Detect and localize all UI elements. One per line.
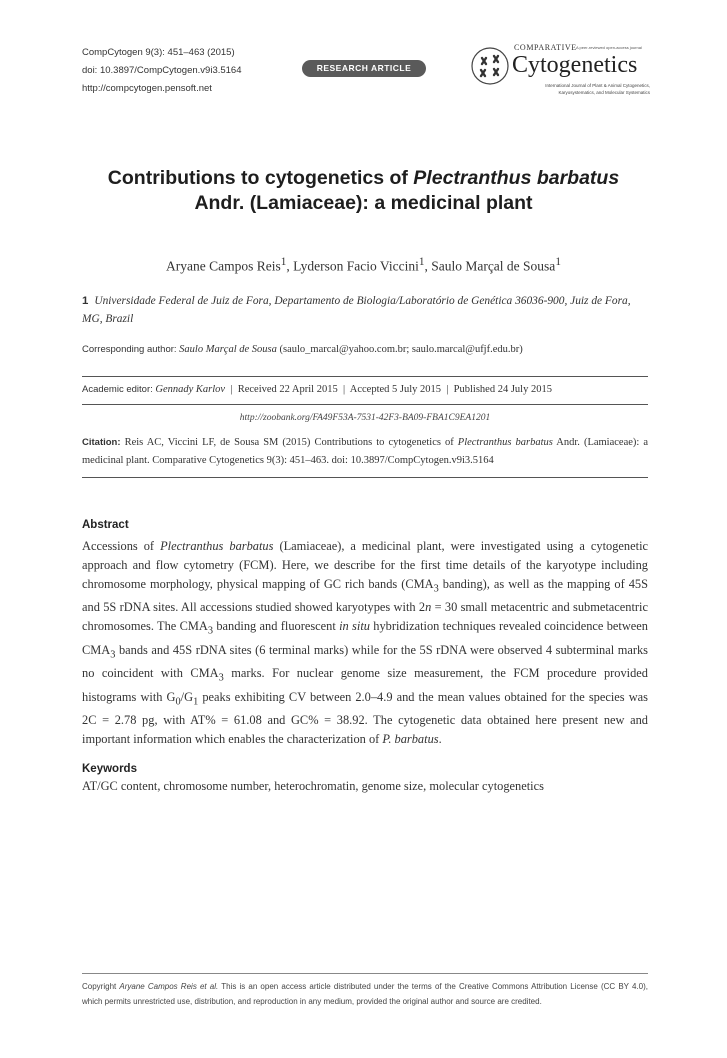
author-1[interactable]: Aryane Campos Reis bbox=[166, 258, 281, 274]
journal-url[interactable]: http://compcytogen.pensoft.net bbox=[82, 83, 212, 94]
affiliation-number: 1 bbox=[82, 295, 89, 307]
author-3-affil: 1 bbox=[555, 256, 561, 268]
divider bbox=[82, 477, 648, 478]
abstract-text: marks. For nuclear genome size measurement, the FCM procedure provided histograms with G bbox=[82, 666, 648, 704]
accepted-date: Accepted 5 July 2015 bbox=[349, 384, 442, 395]
author-separator: , bbox=[286, 258, 294, 274]
abstract-body bbox=[82, 537, 648, 749]
abstract-text: Accessions of bbox=[82, 539, 161, 553]
subscript: 3 bbox=[207, 625, 213, 637]
citation-label: Citation: bbox=[82, 437, 121, 448]
citation-doi[interactable]: 10.3897/CompCytogen.v9i3.5164 bbox=[350, 455, 494, 466]
abstract-text: . bbox=[438, 732, 442, 747]
abstract-text: banding and fluorescent bbox=[213, 619, 340, 634]
editor-label: Academic editor: bbox=[82, 384, 153, 395]
logo-small-caps: COMPARATIVE bbox=[514, 43, 577, 52]
zoobank-link[interactable]: http://zoobank.org/FA49F53A-7531-42F3-BA09-FBA1C9EA1201 bbox=[239, 413, 491, 423]
article-title bbox=[70, 166, 657, 216]
logo-subtitle-line2: Karyosystematics, and Molecular Systematics bbox=[558, 90, 650, 95]
copyright-prefix: Copyright bbox=[82, 982, 120, 991]
corresponding-emails[interactable]: (saulo_marcal@yahoo.com.br; saulo.marcal@ufjf.edu.br) bbox=[279, 344, 523, 355]
divider bbox=[82, 404, 648, 405]
logo-subtitle bbox=[522, 82, 650, 96]
separator: | bbox=[446, 384, 449, 395]
copyright-holders: Aryane Campos Reis et al. bbox=[119, 982, 219, 991]
abstract-text: bands and 45S rDNA sites (6 terminal marks) while for the 5S rDNA were observed 4 subterminal marks no coincident with CMA bbox=[82, 642, 648, 681]
abstract-text: banding), as well as the mapping of 45S and 5S rDNA sites. All accessions studied showed karyotypes with 2 bbox=[82, 577, 648, 615]
abstract-text: = 30 small metacentric and submetacentric chromosomes. The CMA bbox=[82, 600, 648, 634]
journal-meta bbox=[82, 44, 242, 98]
affiliation bbox=[82, 292, 648, 328]
journal-citation-line: CompCytogen 9(3): 451–463 (2015) bbox=[82, 47, 235, 58]
subscript: 3 bbox=[433, 583, 439, 595]
author-2-affil: 1 bbox=[418, 256, 425, 268]
divider bbox=[82, 376, 648, 377]
subscript: 0 bbox=[175, 696, 181, 708]
abstract-in-situ: in situ bbox=[339, 619, 370, 634]
footer-divider bbox=[82, 973, 648, 974]
logo-name: Cytogenetics bbox=[512, 52, 638, 78]
separator: | bbox=[342, 384, 346, 395]
citation-text-b: Andr. (Lamiaceae): a medicinal plant. Comparative Cytogenetics 9(3): 451–463. doi: bbox=[82, 437, 649, 466]
author-list bbox=[80, 256, 647, 275]
keywords-heading: Keywords bbox=[82, 763, 137, 775]
copyright-text: This is an open access article distributed under the terms of the Creative Commons Attribution License (CC BY 4.0), which permits unrestricted use, distribution, and reproduction in any medium, provided the original author and source are credited. bbox=[82, 982, 649, 1006]
abstract-italic-n: n bbox=[425, 600, 432, 615]
citation-species: Plectranthus barbatus bbox=[457, 437, 553, 448]
abstract-species-short: P. barbatus bbox=[382, 732, 439, 747]
received-date: Received 22 April 2015 bbox=[237, 384, 338, 395]
subscript: 1 bbox=[193, 696, 199, 708]
abstract-text: peaks exhibiting CV between 2.0–4.9 and the mean values obtained for the species was 2C = 2.78 pg, with AT% = 61.08 and GC% = 38.92. The cytogenetic data obtained here present new and important information which enables the characterization of bbox=[82, 689, 648, 747]
affiliation-text: Universidade Federal de Juiz de Fora, Departamento de Biologia/Laboratório de Genética 36036-900, Juiz de Fora, MG, Brazil bbox=[82, 295, 631, 325]
author-1-affil: 1 bbox=[280, 256, 287, 268]
separator: | bbox=[230, 384, 233, 395]
corresponding-label: Corresponding author: bbox=[82, 344, 177, 355]
subscript: 3 bbox=[110, 649, 116, 661]
abstract-text: /G bbox=[180, 689, 194, 704]
abstract-text: hybridization techniques revealed coincidence between CMA bbox=[82, 619, 648, 657]
title-line2: Andr. (Lamiaceae): a medicinal plant bbox=[194, 192, 533, 214]
title-line1-text: Contributions to cytogenetics of bbox=[107, 167, 414, 189]
logo-tagline: A peer-reviewed open-access journal bbox=[576, 45, 642, 50]
copyright-notice bbox=[82, 979, 648, 1009]
chromosome-logo-icon bbox=[470, 46, 510, 86]
abstract-heading: Abstract bbox=[82, 519, 129, 531]
title-species: Plectranthus barbatus bbox=[413, 167, 620, 189]
citation-text-a: Reis AC, Viccini LF, de Sousa SM (2015) Contributions to cytogenetics of bbox=[124, 437, 458, 448]
corresponding-name: Saulo Marçal de Sousa bbox=[179, 344, 277, 355]
doi-line[interactable]: doi: 10.3897/CompCytogen.v9i3.5164 bbox=[82, 65, 242, 76]
abstract-text: (Lamiaceae), a medicinal plant, were investigated using a cytogenetic approach and flow cytometry (FCM). Here, we describe for the first time details of the karyotype including chromosome morphology, physical mapping of GC rich bands (CMA bbox=[82, 539, 649, 591]
journal-logo bbox=[470, 40, 650, 110]
abstract-species: Plectranthus barbatus bbox=[160, 539, 274, 553]
corresponding-author bbox=[82, 344, 648, 355]
editor-name: Gennady Karlov bbox=[155, 384, 226, 395]
subscript: 3 bbox=[218, 672, 224, 684]
editorial-info bbox=[82, 384, 648, 395]
published-date: Published 24 July 2015 bbox=[453, 384, 552, 395]
author-2[interactable]: Lyderson Facio Viccini bbox=[293, 258, 419, 274]
keywords-list: AT/GC content, chromosome number, heterochromatin, genome size, molecular cytogenetics bbox=[82, 779, 544, 793]
logo-subtitle-line1: International Journal of Plant & Animal Cytogenetics, bbox=[545, 83, 650, 88]
citation bbox=[82, 434, 648, 470]
author-3[interactable]: Saulo Marçal de Sousa bbox=[431, 258, 556, 274]
article-type-badge: RESEARCH ARTICLE bbox=[302, 60, 426, 77]
author-separator: , bbox=[424, 258, 432, 274]
